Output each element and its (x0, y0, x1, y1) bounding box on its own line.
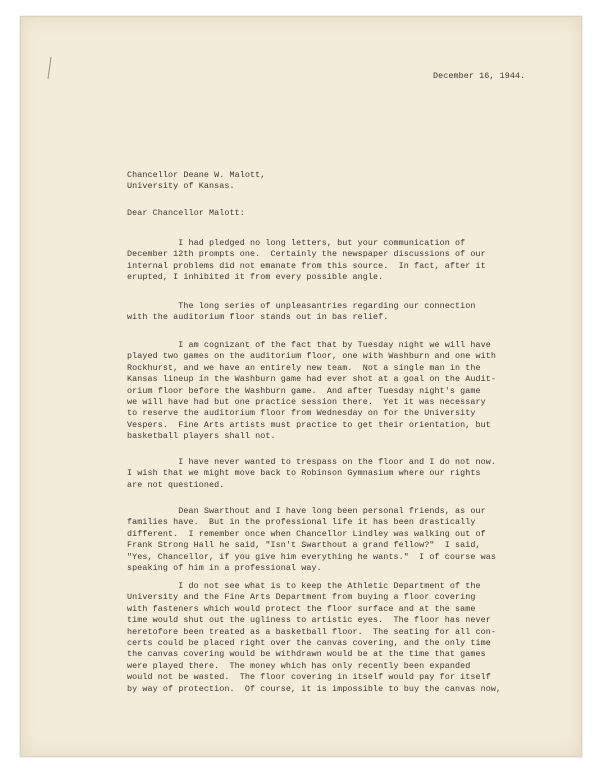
paragraph-line: "Yes, Chancellor, if you give him everything he wants." I of course was (127, 551, 497, 562)
paragraph-line: orium floor before the Washburn game. And after Tuesday night's game (127, 385, 481, 396)
paragraph-line: were played there. The money which has only recently been expanded (127, 660, 471, 671)
paragraph-line: with fasteners which would protect the floor surface and at the same (127, 603, 476, 614)
recipient-name: Chancellor Deane W. Malott, (127, 170, 266, 180)
recipient-institution: University of Kansas. (127, 181, 235, 192)
paragraph-line: I have never wanted to trespass on the floor and I do not now. (127, 457, 497, 467)
paragraph-line: basketball players shall not. (127, 431, 276, 442)
paragraph-line: I do not see what is to keep the Athletic Department of the (127, 581, 481, 591)
salutation: Dear Chancellor Malott: (127, 208, 245, 218)
paragraph-line: time would shut out the ugliness to artistic eyes. The floor has never (127, 615, 491, 626)
letter-page (20, 16, 582, 757)
recipient-block (127, 170, 265, 193)
paragraph-line: I am cognizant of the fact that by Tuesday night we will have (127, 340, 491, 350)
paragraph-5 (127, 506, 496, 574)
paragraph-line: I had pledged no long letters, but your communication of (127, 238, 466, 248)
paragraph-line: would not be wasted. The floor covering in itself would pay for itself (127, 672, 491, 683)
paragraph-line: Dean Swarthout and I have long been personal friends, as our (127, 506, 486, 516)
paragraph-line: erupted, I inhibited it from every possible angle. (127, 272, 384, 283)
paragraph-4 (127, 457, 496, 491)
paragraph-line: we will have had but one practice session there. Yet it was necessary (127, 397, 486, 408)
paragraph-line: families have. But in the professional life it has been drastically (127, 517, 476, 528)
paragraph-line: certs could be placed right over the canvas covering, and the only time (127, 638, 491, 649)
pencil-mark (47, 57, 51, 79)
paragraph-2 (127, 301, 476, 324)
paragraph-line: Kansas lineup in the Washburn game had ever shot at a goal on the Audit- (127, 374, 497, 385)
paragraph-line: Frank Strong Hall he said, "Isn't Swarthout a grand fellow?" I said, (127, 540, 481, 551)
paragraph-line: The long series of unpleasantries regarding our connection (127, 301, 476, 311)
letter-date: December 16, 1944. (433, 71, 526, 81)
paragraph-line: with the auditorium floor stands out in bas relief. (127, 312, 389, 323)
paragraph-3 (127, 340, 496, 443)
paragraph-line: are not questioned. (127, 479, 225, 490)
paragraph-line: internal problems did not emanate from this source. In fact, after it (127, 260, 486, 271)
paragraph-line: different. I remember once when Chancellor Lindley was walking out of (127, 528, 486, 539)
paragraph-1 (127, 238, 486, 284)
paragraph-line: I wish that we might move back to Robinson Gymnasium where our rights (127, 468, 481, 479)
paragraph-line: heretofore been treated as a basketball floor. The seating for all con- (127, 626, 497, 637)
paragraph-6 (127, 581, 501, 695)
paragraph-line: speaking of him in a professional way. (127, 563, 322, 574)
paragraph-line: to reserve the auditorium floor from Wednesday on for the University (127, 408, 476, 419)
paragraph-line: University and the Fine Arts Department from buying a floor covering (127, 592, 476, 603)
paragraph-line: the canvas covering would be withdrawn would be at the time that games (127, 649, 486, 660)
paragraph-line: played two games on the auditorium floor, one with Washburn and one with (127, 351, 497, 362)
paragraph-line: by way of protection. Of course, it is impossible to buy the canvas now, (127, 683, 502, 694)
paragraph-line: Vespers. Fine Arts artists must practice to get their orientation, but (127, 419, 491, 430)
paragraph-line: Rockhurst, and we have an entirely new team. Not a single man in the (127, 362, 481, 373)
paragraph-line: December 12th prompts one. Certainly the newspaper discussions of our (127, 249, 486, 260)
